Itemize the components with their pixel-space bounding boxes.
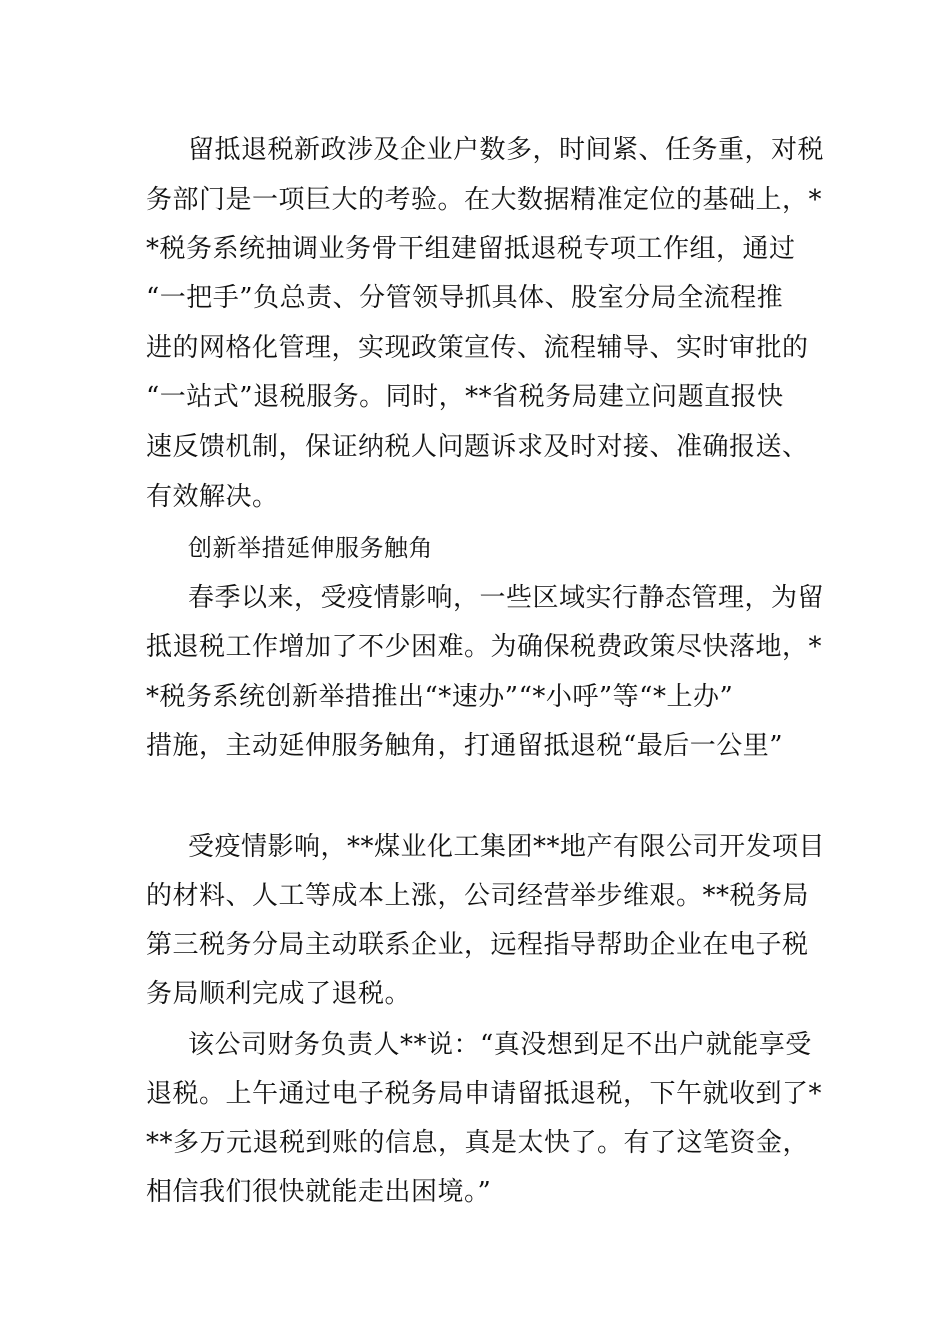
paragraph-1-line-2: 务部门是一项巨大的考验。在大数据精准定位的基础上，* bbox=[146, 185, 823, 215]
paragraph-1-line-5: 进的网格化管理，实现政策宣传、流程辅导、实时审批的 bbox=[146, 333, 809, 363]
paragraph-3-line-2: 的材料、人工等成本上涨，公司经营举步维艰。**税务局 bbox=[146, 881, 810, 911]
paragraph-1-line-8: 有效解决。 bbox=[146, 482, 279, 512]
paragraph-4-line-4: 相信我们很快就能走出困境。” bbox=[146, 1177, 492, 1207]
paragraph-4-line-1: 该公司财务负责人**说：“真没想到足不出户就能享受 bbox=[188, 1030, 812, 1060]
paragraph-1-line-7: 速反馈机制，保证纳税人问题诉求及时对接、准确报送、 bbox=[146, 432, 809, 462]
paragraph-3-line-3: 第三税务分局主动联系企业，远程指导帮助企业在电子税 bbox=[146, 930, 809, 960]
paragraph-1-line-4: “一把手”负总责、分管领导抓具体、股室分局全流程推 bbox=[146, 283, 784, 313]
paragraph-3-line-1: 受疫情影响，**煤业化工集团**地产有限公司开发项目 bbox=[188, 832, 826, 862]
paragraph-1-line-3: *税务系统抽调业务骨干组建留抵退税专项工作组，通过 bbox=[146, 234, 796, 264]
paragraph-3-line-4: 务局顺利完成了退税。 bbox=[146, 979, 412, 1009]
paragraph-4-line-2: 退税。上午通过电子税务局申请留抵退税，下午就收到了* bbox=[146, 1079, 823, 1109]
paragraph-2-line-3: *税务系统创新举措推出“*速办”“*小呼”等“*上办” bbox=[146, 682, 734, 712]
section-heading: 创新举措延伸服务触角 bbox=[188, 534, 433, 562]
paragraph-1-line-6: “一站式”退税服务。同时，**省税务局建立问题直报快 bbox=[146, 382, 784, 412]
paragraph-2-line-2: 抵退税工作增加了不少困难。为确保税费政策尽快落地，* bbox=[146, 632, 823, 662]
paragraph-2-line-4: 措施，主动延伸服务触角，打通留抵退税“最后一公里” bbox=[146, 731, 784, 761]
paragraph-4-line-3: **多万元退税到账的信息，真是太快了。有了这笔资金， bbox=[146, 1128, 810, 1158]
paragraph-1-line-1: 留抵退税新政涉及企业户数多，时间紧、任务重，对税 bbox=[188, 135, 825, 165]
paragraph-2-line-1: 春季以来，受疫情影响，一些区域实行静态管理，为留 bbox=[188, 583, 825, 613]
